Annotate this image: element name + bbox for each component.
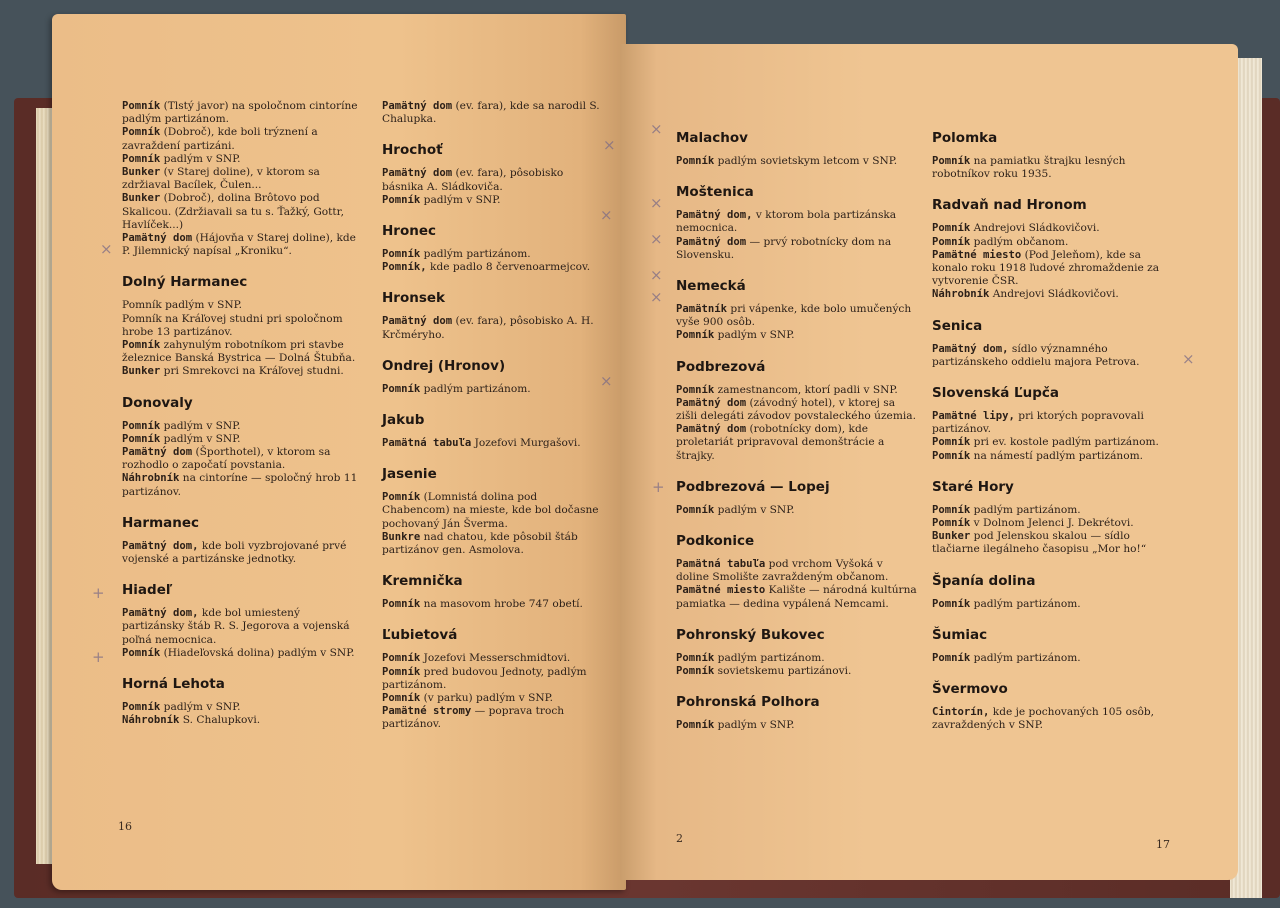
entry-text: padlým partizánom. — [973, 597, 1081, 610]
entry-label: Pomník — [676, 665, 715, 678]
entry-section — [382, 412, 608, 450]
entry-text: na pamiatku štrajku lesných robotníkov roku 1935. — [932, 155, 1126, 181]
entry-section — [676, 479, 918, 517]
entry-text: Pomník na Kráľovej studni pri spoločnom hrobe 13 partizánov. — [122, 312, 343, 338]
pencil-mark: × — [1182, 350, 1195, 368]
monument-entry — [122, 433, 360, 446]
place-heading: Švermovo — [932, 681, 1008, 698]
entry-label: Pamätný dom — [676, 235, 747, 248]
entry-text: (Pod Jeleňom), kde sa konalo roku 1918 ľudové zhromaždenie za vytvorenie ČSR. — [932, 248, 1160, 288]
pencil-mark: × — [650, 288, 663, 306]
entry-label: Pomník — [382, 598, 421, 611]
place-heading: Podkonice — [676, 533, 755, 550]
entry-text: Pomník padlým v SNP. — [122, 299, 243, 312]
entry-section — [382, 223, 608, 274]
monument-entry — [932, 706, 1176, 732]
monument-entry — [676, 423, 918, 463]
pencil-mark: + — [652, 478, 665, 496]
entry-section — [122, 100, 360, 258]
entry-text: padlým partizánom. — [423, 248, 531, 261]
entry-text: na cintoríne — spoločný hrob 11 partizánov. — [122, 472, 358, 498]
entry-section — [932, 130, 1176, 181]
place-heading: Hronec — [382, 223, 436, 240]
entry-label: Pamätný dom — [382, 167, 453, 180]
monument-entry — [676, 665, 918, 678]
entry-label: Náhrobník — [932, 288, 990, 301]
entry-text: kde bol umiestený partizánsky štáb R. S. Jegorova a vojenská poľná nemocnica. — [122, 607, 350, 646]
pencil-mark: + — [92, 584, 105, 602]
monument-entry — [676, 329, 918, 342]
monument-entry — [122, 313, 360, 339]
entry-text: padlým v SNP. — [717, 503, 795, 516]
entry-section — [932, 318, 1176, 369]
entry-section — [932, 681, 1176, 732]
place-heading: Kremnička — [382, 573, 463, 590]
entry-text: zamestnancom, ktorí padli v SNP. — [717, 383, 898, 396]
entry-section — [122, 582, 360, 660]
entry-text: Andrejovi Sládkovičovi. — [973, 222, 1100, 235]
entry-section — [122, 515, 360, 566]
entry-label: Pomník — [932, 155, 971, 167]
place-heading: Pohronská Polhora — [676, 694, 820, 711]
entry-text: sovietskemu partizánovi. — [717, 665, 852, 678]
place-heading: Hronsek — [382, 290, 446, 307]
entry-section — [382, 290, 608, 341]
left-page-column-2 — [382, 100, 608, 732]
monument-entry — [122, 420, 360, 433]
entry-text: na masovom hrobe 747 obetí. — [423, 598, 583, 611]
pencil-mark: × — [650, 266, 663, 284]
monument-entry — [676, 719, 918, 732]
entry-text: sídlo významného partizánskeho oddielu majora Petrova. — [932, 342, 1140, 368]
monument-entry — [382, 692, 608, 705]
entry-text: (Tlstý javor) na spoločnom cintoríne padlým partizánom. — [122, 100, 358, 126]
entry-label: Pomník, — [382, 261, 427, 274]
monument-entry — [122, 299, 360, 312]
entry-section — [122, 274, 360, 378]
entry-label: Pamätný dom, — [676, 209, 753, 222]
monument-entry — [382, 531, 608, 557]
entry-label: Pamätný dom, — [122, 607, 199, 620]
entry-label: Pomník — [122, 126, 161, 139]
place-heading: Šumiac — [932, 626, 988, 643]
entry-text: pri Smrekovci na Kráľovej studni. — [163, 365, 344, 378]
page-number-left: 16 — [118, 820, 132, 833]
monument-entry — [122, 365, 360, 378]
pencil-mark: × — [650, 194, 663, 212]
entry-section — [676, 359, 918, 463]
entry-label: Pomník — [932, 436, 971, 449]
entry-text: (Dobroč), dolina Brôtovo pod Skalicou. (Zdržiavali sa tu s. Ťažký, Gottr, Havlíček...) — [122, 192, 344, 231]
entry-label: Pomník — [932, 235, 971, 248]
entry-text: kde padlo 8 červenoarmejcov. — [430, 261, 591, 274]
monument-entry — [122, 153, 360, 166]
place-heading: Hiadeľ — [122, 582, 173, 599]
monument-entry — [932, 436, 1176, 449]
entry-section — [676, 184, 918, 262]
entry-text: (Lomnistá dolina pod Chabencom) na mieste, kde bol dočasne pochovaný Ján Šverma. — [382, 491, 599, 530]
monument-entry — [122, 540, 360, 566]
entry-label: Pomník — [122, 701, 161, 714]
entry-label: Pomník — [676, 719, 715, 732]
entry-label: Pomník — [382, 491, 421, 504]
monument-entry — [676, 303, 918, 329]
entry-label: Pamätník — [676, 303, 728, 316]
entry-text: (Dobroč), kde boli trýznení a zavraždení partizáni. — [122, 126, 318, 152]
place-heading: Jasenie — [382, 466, 437, 483]
entry-label: Pamätný dom — [122, 232, 193, 245]
place-heading: Harmanec — [122, 514, 200, 531]
place-heading: Moštenica — [676, 184, 754, 201]
monument-entry — [122, 472, 360, 498]
entry-label: Bunkre — [382, 530, 421, 543]
pencil-mark: + — [92, 648, 105, 666]
monument-entry — [382, 437, 608, 450]
place-heading: Senica — [932, 317, 983, 334]
entry-text: Kalište — národná kultúrna pamiatka — dedina vypálená Nemcami. — [676, 584, 917, 610]
entry-text: (Hiadeľovská dolina) padlým v SNP. — [163, 646, 355, 659]
entry-label: Pomník — [676, 383, 715, 396]
entry-text: v Dolnom Jelenci J. Dekrétovi. — [973, 517, 1134, 530]
entry-label: Pamätná tabuľa — [676, 558, 766, 571]
entry-text: (ev. fara), kde sa narodil S. Chalupka. — [382, 100, 600, 126]
entry-label: Pomník — [382, 652, 421, 665]
place-heading: Pohronský Bukovec — [676, 626, 825, 643]
monument-entry — [382, 666, 608, 692]
pencil-mark: × — [603, 136, 616, 154]
entry-label: Náhrobník — [122, 472, 180, 485]
entry-text: (Športhotel), v ktorom sa rozhodlo o započatí povstania. — [122, 446, 331, 472]
monument-entry — [122, 446, 360, 472]
entry-label: Pamätný dom — [382, 100, 453, 112]
entry-label: Bunker — [122, 192, 161, 205]
monument-entry — [122, 607, 360, 647]
monument-entry — [382, 248, 608, 261]
entry-section — [932, 197, 1176, 301]
entry-text: nad chatou, kde pôsobil štáb partizánov gen. Asmolova. — [382, 530, 578, 557]
entry-section — [676, 533, 918, 611]
entry-label: Pomník — [932, 517, 971, 530]
entry-label: Bunker — [122, 365, 161, 378]
entry-text: pri ktorých popravovali partizánov. — [932, 410, 1144, 436]
entry-text: (robotnícky dom), kde proletariát pripravoval demonštrácie a štrajky. — [676, 423, 885, 462]
entry-section — [382, 142, 608, 207]
entry-text: Jozefovi Murgašovi. — [474, 437, 581, 450]
entry-label: Pomník — [122, 646, 161, 659]
page-number-right: 17 — [1156, 838, 1170, 851]
monument-entry — [122, 647, 360, 660]
entry-label: Pomník — [122, 152, 161, 165]
monument-entry — [676, 652, 918, 665]
entry-label: Pamätné lipy, — [932, 410, 1015, 423]
entry-label: Bunker — [122, 166, 161, 179]
place-heading: Staré Hory — [932, 478, 1014, 495]
monument-entry — [122, 339, 360, 365]
monument-entry — [932, 652, 1176, 665]
monument-entry — [382, 491, 608, 531]
monument-entry — [382, 194, 608, 207]
entry-text: padlým sovietskym letcom v SNP. — [717, 155, 898, 167]
place-heading: Horná Lehota — [122, 676, 225, 693]
entry-text: (ev. fara), pôsobisko A. H. Krčméryho. — [382, 315, 594, 341]
entry-label: Pomník — [676, 651, 715, 664]
entry-label: Pomník — [122, 339, 161, 352]
place-heading: Malachov — [676, 130, 748, 146]
entry-label: Pomník — [382, 692, 421, 705]
monument-entry — [932, 598, 1176, 611]
monument-entry — [676, 558, 918, 584]
entry-text: (Hájovňa v Starej doline), kde P. Jilemnický napísal „Kroniku“. — [122, 232, 356, 258]
left-page-column-1 — [122, 100, 360, 728]
entry-label: Pamätná tabuľa — [382, 437, 472, 450]
monument-entry — [122, 126, 360, 152]
right-page-column-2 — [932, 130, 1176, 732]
place-heading: Donovaly — [122, 394, 193, 411]
monument-entry — [122, 100, 360, 126]
signature-mark: 2 — [676, 832, 683, 845]
entry-label: Cintorín, — [932, 706, 990, 719]
entry-text: (ev. fara), pôsobisko básnika A. Sládkoviča. — [382, 167, 564, 193]
monument-entry — [676, 236, 918, 262]
monument-entry — [382, 167, 608, 193]
monument-entry — [122, 192, 360, 232]
entry-label: Pomník — [676, 155, 715, 167]
monument-entry — [382, 598, 608, 611]
entry-label: Pomník — [932, 222, 971, 235]
pencil-mark: × — [100, 240, 113, 258]
monument-entry — [382, 261, 608, 274]
place-heading: Podbrezová — [676, 358, 766, 375]
place-heading: Slovenská Ľupča — [932, 385, 1060, 402]
entry-text: zahynulým robotníkom pri stavbe železnice Banská Bystrica — Dolná Štubňa. — [122, 339, 356, 365]
entry-label: Pomník — [676, 329, 715, 342]
monument-entry — [932, 249, 1176, 289]
entry-text: (v Starej doline), v ktorom sa zdržiaval Bacílek, Čulen... — [122, 166, 320, 192]
monument-entry — [676, 504, 918, 517]
entry-text: — prvý robotnícky dom na Slovensku. — [676, 235, 892, 261]
entry-label: Pomník — [382, 382, 421, 395]
monument-entry — [122, 714, 360, 727]
entry-section — [382, 358, 608, 396]
entry-text: padlým v SNP. — [717, 329, 795, 342]
entry-text: padlým partizánom. — [973, 503, 1081, 516]
entry-text: kde je pochovaných 105 osôb, zavraždených v SNP. — [932, 706, 1154, 732]
entry-text: padlým partizánom. — [423, 382, 531, 395]
entry-text: — poprava troch partizánov. — [382, 705, 565, 731]
entry-text: pod Jelenskou skalou — sídlo tlačiarne ilegálneho časopisu „Mor ho!“ — [932, 530, 1147, 556]
monument-entry — [932, 155, 1176, 181]
monument-entry — [676, 397, 918, 423]
entry-text: Andrejovi Sládkovičovi. — [992, 288, 1119, 301]
entry-label: Pomník — [932, 651, 971, 664]
entry-text: padlým v SNP. — [717, 719, 795, 732]
entry-text: (závodný hotel), v ktorej sa zišli delegáti závodov povstaleckého územia. — [676, 396, 916, 423]
entry-text: pri vápenke, kde bolo umučených vyše 900 osôb. — [676, 303, 912, 329]
entry-section — [382, 100, 608, 126]
pencil-mark: × — [600, 206, 613, 224]
place-heading: Podbrezová — Lopej — [676, 478, 830, 495]
entry-label: Pamätné miesto — [676, 584, 766, 597]
monument-entry — [932, 410, 1176, 436]
monument-entry — [932, 236, 1176, 249]
place-heading: Polomka — [932, 130, 998, 146]
monument-entry — [382, 705, 608, 731]
right-page — [620, 44, 1238, 880]
monument-entry — [382, 100, 608, 126]
entry-section — [932, 479, 1176, 557]
entry-text: pri ev. kostole padlým partizánom. — [973, 436, 1159, 449]
monument-entry — [932, 288, 1176, 301]
entry-text: kde boli vyzbrojované prvé vojenské a partizánske jednotky. — [122, 539, 347, 566]
entry-label: Pamätný dom — [676, 396, 747, 409]
monument-entry — [932, 530, 1176, 556]
monument-entry — [676, 584, 918, 610]
monument-entry — [122, 166, 360, 192]
entry-label: Pomník — [932, 503, 971, 516]
entry-label: Pomník — [932, 449, 971, 462]
place-heading: Ondrej (Hronov) — [382, 357, 506, 374]
entry-section — [382, 573, 608, 611]
place-heading: Španía dolina — [932, 572, 1036, 589]
entry-label: Pomník — [122, 432, 161, 445]
entry-label: Pamätný dom — [676, 423, 747, 436]
entry-text: padlým partizánom. — [973, 651, 1081, 664]
pencil-mark: × — [600, 372, 613, 390]
entry-text: na námestí padlým partizánom. — [973, 449, 1144, 462]
entry-section — [122, 676, 360, 727]
entry-label: Pamätný dom, — [932, 342, 1009, 355]
entry-section — [932, 573, 1176, 611]
entry-text: padlým v SNP. — [163, 701, 241, 714]
entry-label: Bunker — [932, 530, 971, 543]
pencil-mark: × — [650, 120, 663, 138]
entry-label: Pomník — [382, 193, 421, 206]
entry-label: Pomník — [122, 419, 161, 432]
entry-section — [676, 278, 918, 343]
place-heading: Dolný Harmanec — [122, 274, 248, 291]
entry-section — [676, 130, 918, 168]
entry-text: (v parku) padlým v SNP. — [423, 692, 553, 705]
monument-entry — [932, 517, 1176, 530]
place-heading: Hrochoť — [382, 142, 443, 159]
monument-entry — [676, 209, 918, 235]
pencil-mark: × — [650, 230, 663, 248]
entry-section — [932, 385, 1176, 463]
entry-label: Pamätný dom — [122, 446, 193, 459]
entry-label: Pomník — [382, 248, 421, 261]
right-page-column-1 — [676, 130, 918, 732]
monument-entry — [382, 652, 608, 665]
entry-label: Pamätné stromy — [382, 705, 472, 718]
entry-section — [382, 466, 608, 557]
entry-label: Pomník — [932, 597, 971, 610]
entry-text: v ktorom bola partizánska nemocnica. — [676, 209, 897, 235]
monument-entry — [382, 383, 608, 396]
entry-text: padlým občanom. — [973, 235, 1069, 248]
monument-entry — [676, 384, 918, 397]
entry-section — [382, 627, 608, 731]
entry-section — [676, 627, 918, 678]
monument-entry — [382, 315, 608, 341]
entry-text: padlým v SNP. — [163, 419, 241, 432]
monument-entry — [932, 504, 1176, 517]
place-heading: Nemecká — [676, 278, 746, 295]
monument-entry — [122, 701, 360, 714]
entry-text: padlým v SNP. — [163, 152, 241, 165]
entry-section — [676, 694, 918, 732]
entry-text: pred budovou Jednoty, padlým partizánom. — [382, 665, 587, 691]
entry-text: padlým v SNP. — [423, 193, 501, 206]
left-page — [52, 14, 626, 890]
entry-section — [122, 395, 360, 499]
monument-entry — [932, 222, 1176, 235]
entry-section — [932, 627, 1176, 665]
monument-entry — [122, 232, 360, 258]
entry-label: Pamätný dom, — [122, 539, 199, 552]
entry-text: pod vrchom Vyšoká v doline Smolište zavraždeným občanom. — [676, 558, 889, 584]
monument-entry — [932, 343, 1176, 369]
entry-label: Pomník — [382, 665, 421, 678]
place-heading: Jakub — [382, 412, 425, 429]
entry-label: Pomník — [676, 503, 715, 516]
entry-label: Náhrobník — [122, 714, 180, 727]
monument-entry — [932, 450, 1176, 463]
place-heading: Radvaň nad Hronom — [932, 197, 1087, 214]
entry-label: Pamätné miesto — [932, 248, 1022, 261]
monument-entry — [676, 155, 918, 168]
entry-label: Pomník — [122, 100, 161, 112]
place-heading: Ľubietová — [382, 627, 458, 644]
entry-label: Pamätný dom — [382, 315, 453, 328]
entry-text: S. Chalupkovi. — [182, 714, 261, 727]
entry-text: Jozefovi Messerschmidtovi. — [423, 652, 571, 665]
entry-text: padlým v SNP. — [163, 432, 241, 445]
entry-text: padlým partizánom. — [717, 651, 825, 664]
